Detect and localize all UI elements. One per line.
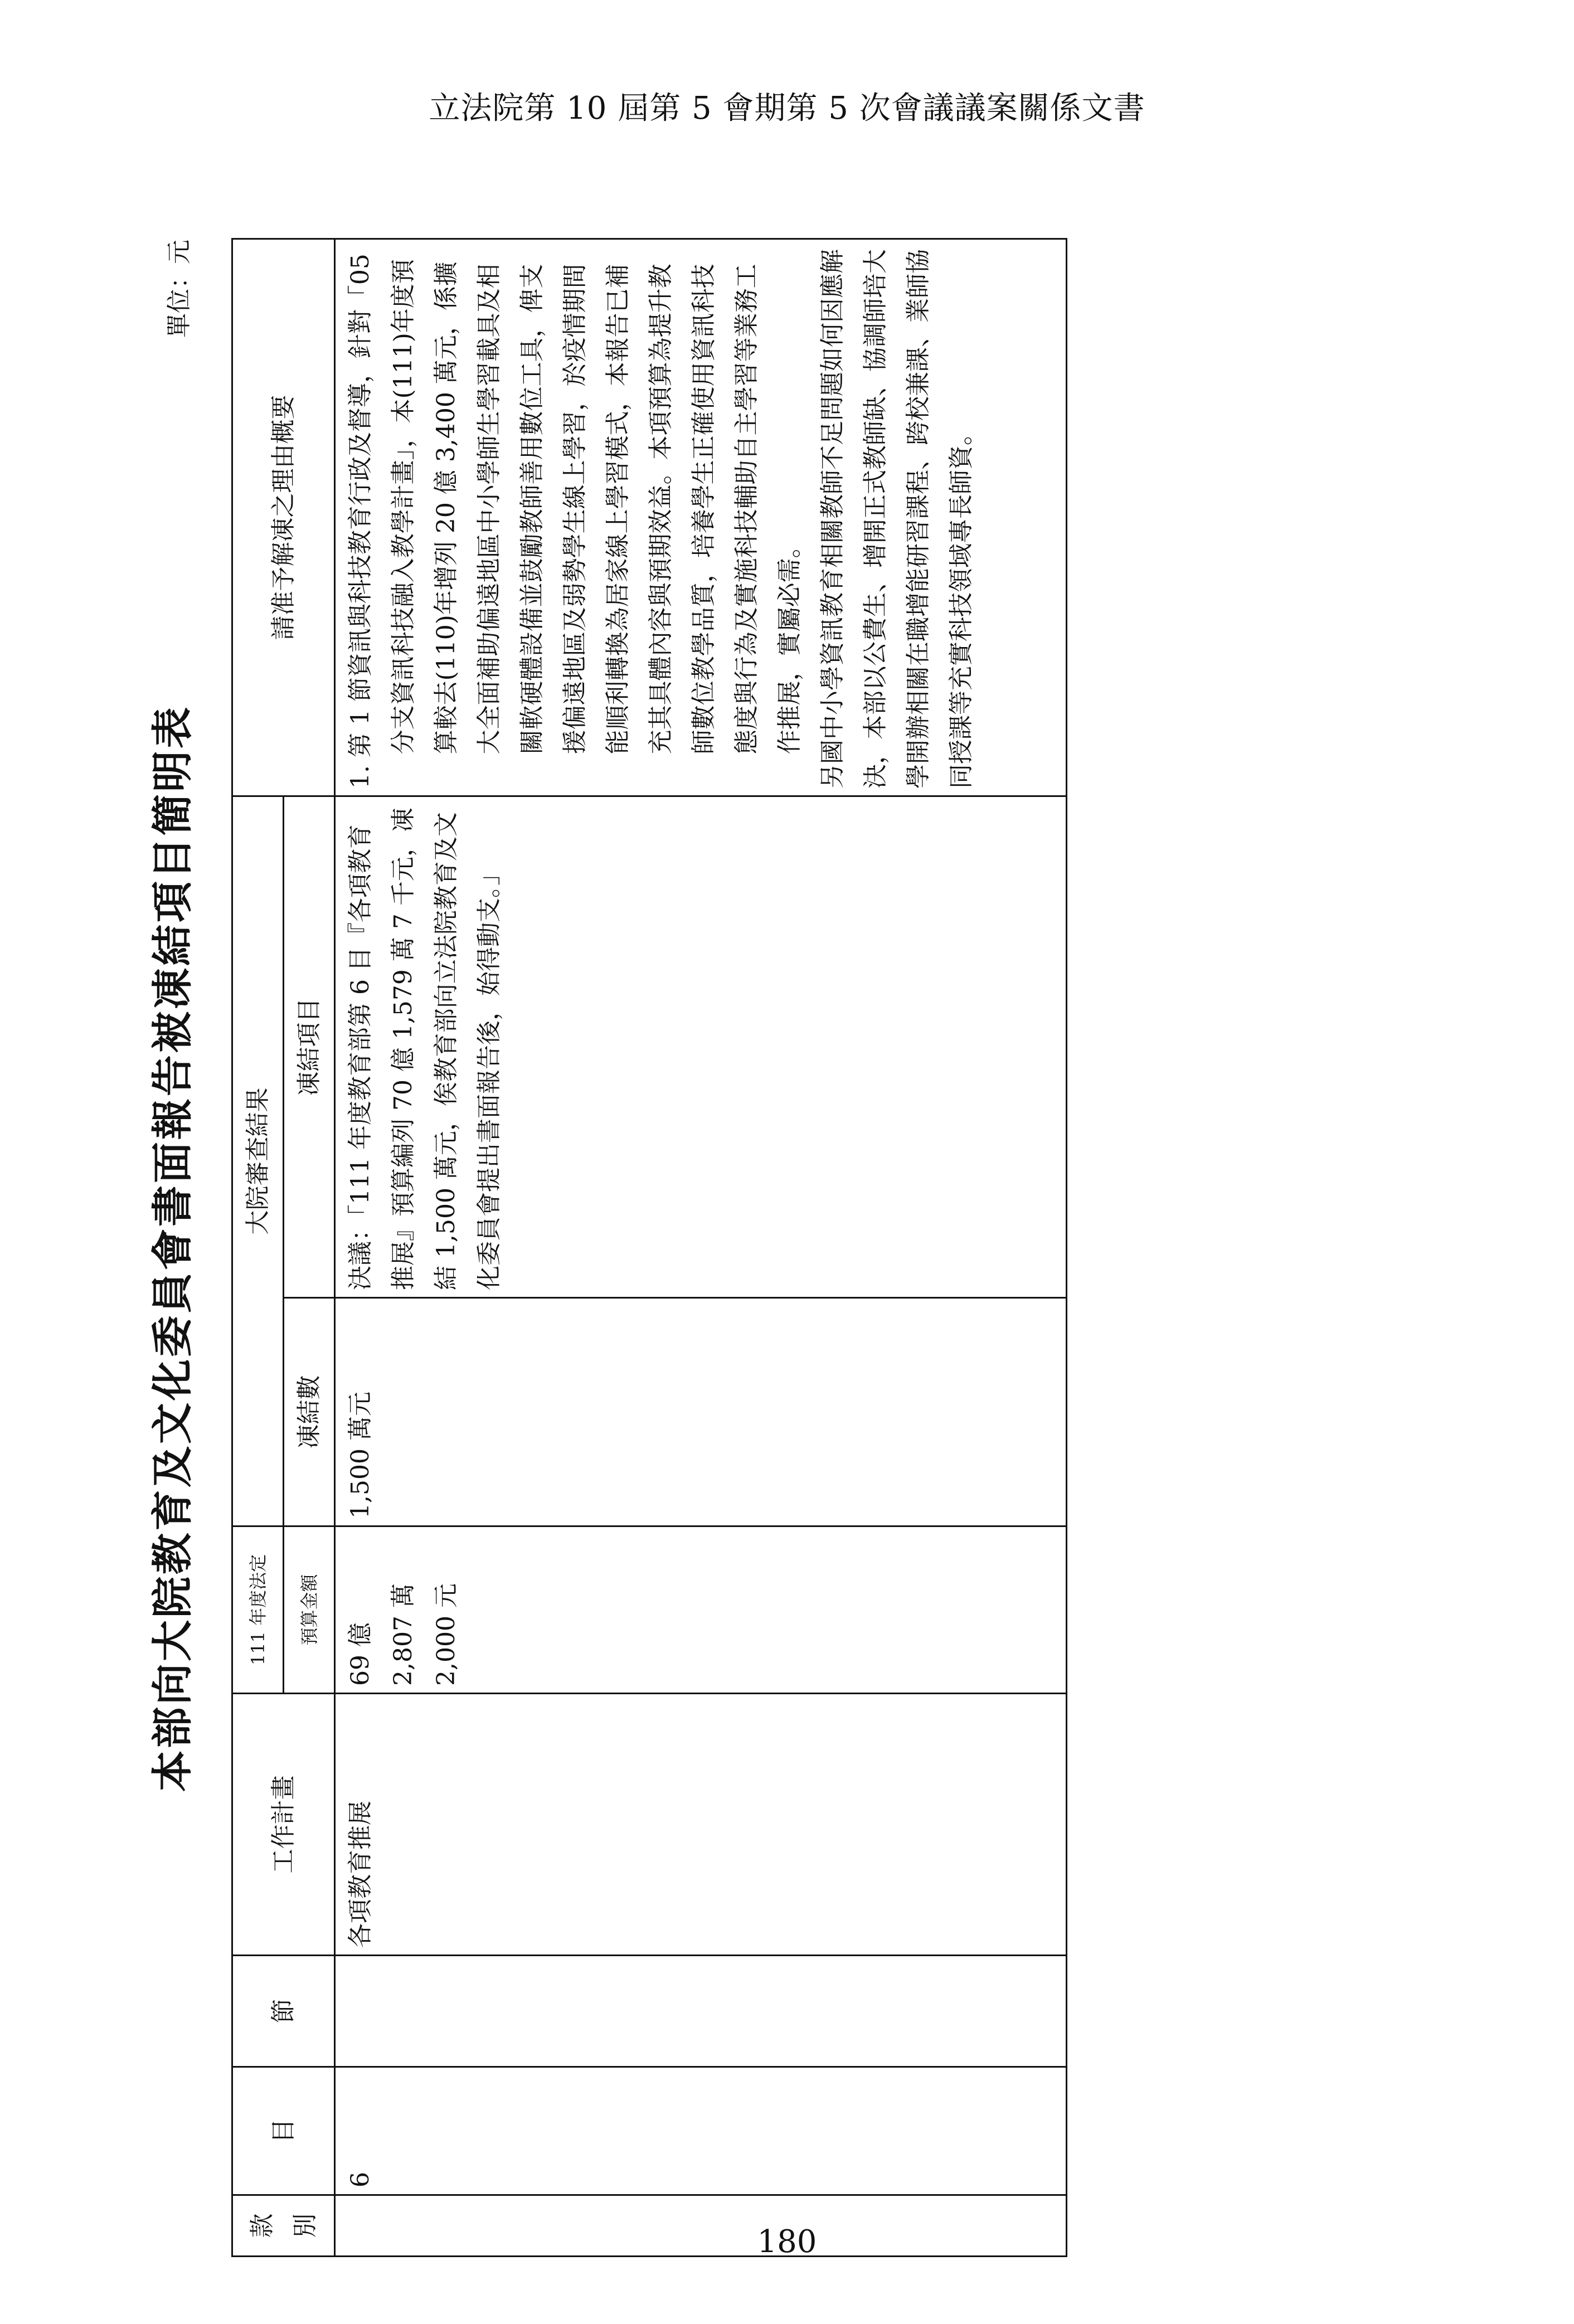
col-header-section: 節 (232, 1956, 335, 2067)
cell-frozen-item: 決議：「111 年度教育部第 6 目『各項教育推展』預算編列 70 億 1,579 萬 7 千元，凍結 1,500 萬元，俟教育部向立法院教育及文化委員會提出書面報告後，始得動支。」 (335, 796, 1067, 1298)
budget-line-2: 2,807 萬 (389, 1583, 417, 1686)
col-header-review-group: 大院審查結果 (232, 796, 284, 1526)
table-title: 本部向大院教育及文化委員會書面報告被凍結項目簡明表 (149, 705, 197, 1792)
col-header-budget-line1: 111 年度法定 (232, 1526, 284, 1694)
rotated-table-page (131, 240, 1079, 2257)
reason-paragraph-1: 1. 第 1 節資訊與科技教育行政及督導，針對「05 分支資訊科技融入教學計畫」，本(111)年度預算較去(110)年增列 20 億 3,400 萬元，係擴大全面補助偏遠地區中小學師生學習載具及相關軟硬體設備並鼓勵教師善用數位工具，俾支援偏遠地區及弱勢學生線上學習，於疫情期間能順利轉換為居家線上學習模式，本報告已補充其具體內容與預期效益。本項預算為提升教師數位教學品質，培養學生正確使用資訊科技態度與行為及實施科技輔助自主學習等業務工作推展，實屬必需。 (346, 254, 804, 789)
reason-paragraph-2: 另國中小學資訊教育相關教師不足問題如何因應解決，本部以公費生、增開正式教師缺、協調師培大學開辦相關在職增能研習課程、跨校兼課、業師協同授課等充實科技領域專長師資。 (818, 249, 975, 789)
col-header-category: 款別 (232, 2195, 335, 2257)
col-header-frozen-amount: 凍結數 (284, 1298, 335, 1526)
col-header-frozen-item: 凍結項目 (284, 796, 335, 1298)
cell-budget (335, 1526, 1067, 1694)
document-header: 立法院第 10 屆第 5 會期第 5 次會議議案關係文書 (429, 90, 1145, 127)
cell-section (335, 1956, 1067, 2067)
cell-reason (335, 239, 1067, 796)
page-number: 180 (757, 2224, 817, 2260)
budget-line-1: 69 億 (346, 1622, 375, 1686)
cell-item: 6 (335, 2067, 1067, 2195)
budget-line-3: 2,000 元 (432, 1583, 460, 1686)
col-header-budget-line2: 預算金額 (284, 1526, 335, 1694)
cell-plan: 各項教育推展 (335, 1694, 1067, 1956)
unit-label: 單位：元 (165, 240, 193, 338)
table-row (335, 239, 1067, 2257)
col-header-plan: 工作計畫 (232, 1694, 335, 1956)
header-row-1 (232, 239, 284, 2257)
frozen-items-table (231, 238, 1067, 2257)
col-header-reason: 請准予解凍之理由概要 (232, 239, 335, 796)
col-header-item: 目 (232, 2067, 335, 2195)
cell-frozen-amount: 1,500 萬元 (335, 1298, 1067, 1526)
